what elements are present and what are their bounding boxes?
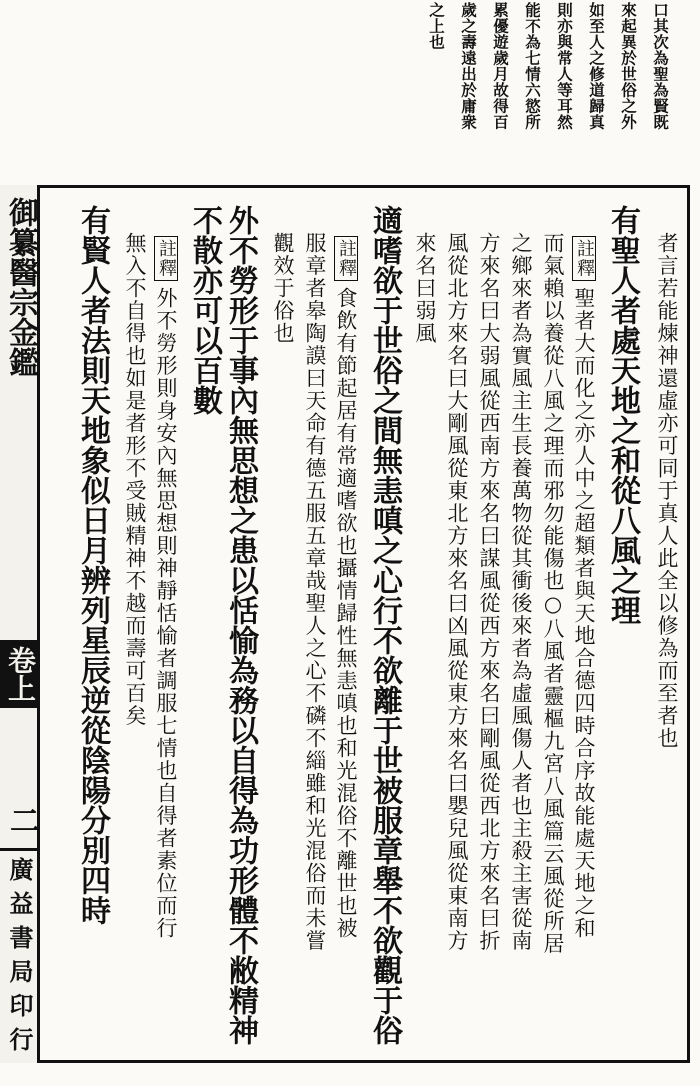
commentary-text: 食飲有節起居有常適嗜欲也攝情歸性無恚嗔也和光混俗不離世也被: [334, 287, 358, 940]
note-line: 累優遊歲月故得百: [491, 2, 510, 130]
commentary-column: 觀效于俗也: [271, 232, 295, 345]
annotation-label: 註釋: [154, 236, 178, 281]
commentary-column: 而氣賴以養從八風之理而邪勿能傷也○八風者靈樞九宮八風篇云風從所居: [541, 232, 565, 955]
spine-publisher: 廣益書局印行: [5, 857, 34, 1061]
classic-text-column: 適嗜欲于世俗之間無恚嗔之心行不欲離于世被服章舉不欲觀于俗: [367, 205, 402, 1045]
note-line: 之上也: [427, 2, 446, 50]
commentary-column: [572, 232, 596, 1052]
classic-text-column: 外不勞形于事內無思想之患以恬愉為務以自得為功形體不敝精神: [223, 205, 258, 1045]
commentary-column: [154, 232, 178, 1052]
spine-volume: 卷上: [0, 640, 37, 708]
annotation-label: 註釋: [334, 236, 358, 281]
note-line: 如至人之修道歸真: [587, 2, 606, 130]
commentary-column: 之鄉來者為實風主生長養萬物從其衝後來者為虛風傷人者也主殺主害從南: [509, 232, 533, 952]
commentary-text: 外不勞形則身安內無思想則神靜恬愉者調服七情也自得者素位而行: [154, 287, 178, 940]
spine-gutter: [0, 185, 40, 1063]
classic-text-column: 有賢人者法則天地象似日月辨列星辰逆從陰陽分別四時: [75, 205, 110, 925]
spine-page-number: 二: [4, 805, 39, 835]
classic-text-column: 不散亦可以百數: [187, 205, 222, 415]
spine-title: 御纂醫宗金鑑: [3, 197, 38, 377]
commentary-column: 風從北方來名曰大剛風從東北方來名曰凶風從東方來名曰嬰兒風從東南方: [445, 232, 469, 952]
note-line: 口其次為聖為賢既: [651, 2, 670, 130]
commentary-column: 者言若能煉神還虛亦可同于真人此全以修為而至者也: [655, 232, 679, 750]
spine-divider: [0, 848, 37, 851]
classic-text-column: 有聖人者處天地之和從八風之理: [605, 205, 640, 625]
commentary-column: 方來名曰大弱風從西南方來名曰謀風從西方來名曰剛風從西北方來名曰折: [477, 232, 501, 952]
commentary-column: 服章者皋陶謨曰天命有德五服五章哉聖人之心不磷不緇雖和光混俗而未嘗: [303, 232, 327, 952]
note-line: 歲之壽遠出於庸衆: [459, 2, 478, 130]
note-line: 能不為七情六慾所: [523, 2, 542, 130]
commentary-column: [334, 232, 358, 1052]
commentary-text: 聖者大而化之亦人中之超類者與天地合德四時合序故能處天地之和: [572, 287, 596, 940]
note-line: 來起異於世俗之外: [619, 2, 638, 130]
commentary-column: 來名曰弱風: [413, 232, 437, 345]
note-line: 則亦與常人等耳然: [555, 2, 574, 130]
annotation-label: 註釋: [572, 236, 596, 281]
commentary-column: 無入不自得也如是者形不受賊精神不越而壽可百矣: [123, 232, 147, 727]
